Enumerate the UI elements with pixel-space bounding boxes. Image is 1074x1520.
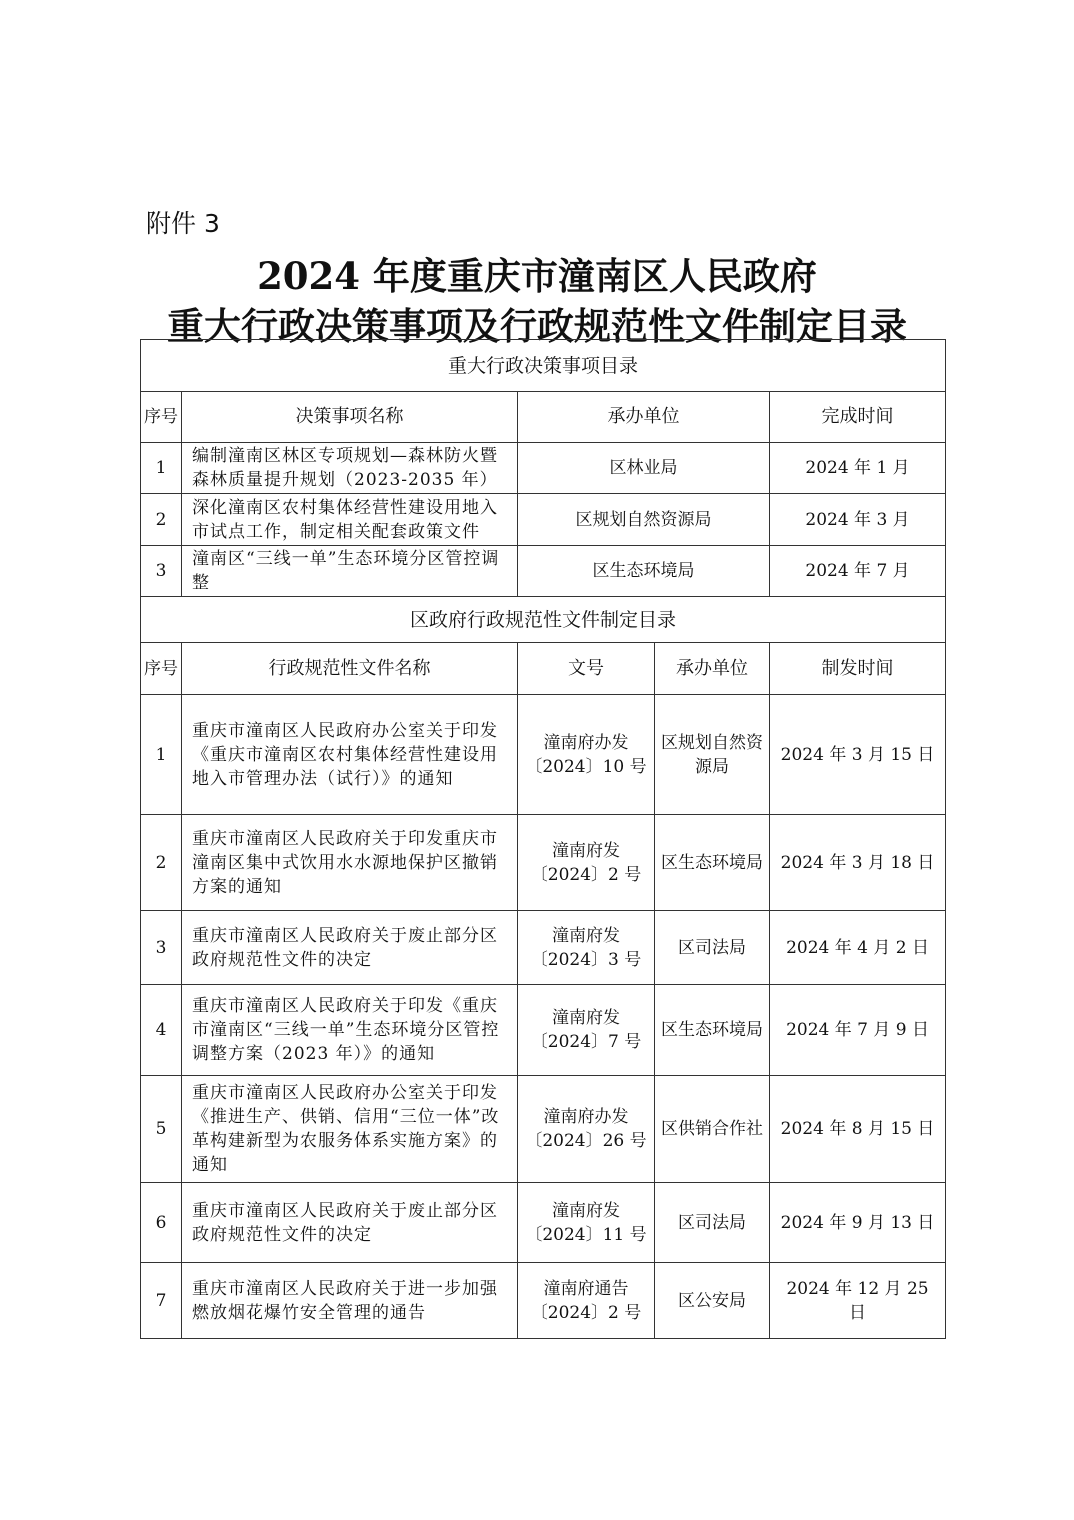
document-number: 潼南府办发〔2024〕10 号 bbox=[518, 695, 655, 815]
document-name: 重庆市潼南区人民政府关于印发重庆市潼南区集中式饮用水水源地保护区撤销方案的通知 bbox=[182, 815, 518, 911]
document-name: 重庆市潼南区人民政府关于印发《重庆市潼南区“三线一单”生态环境分区管控调整方案（2023 年）》的通知 bbox=[182, 985, 518, 1076]
decision-unit: 区生态环境局 bbox=[518, 546, 770, 597]
document-seq: 7 bbox=[141, 1263, 182, 1339]
document-unit: 区供销合作社 bbox=[655, 1076, 770, 1183]
decisions-header-unit: 承办单位 bbox=[518, 392, 770, 443]
document-seq: 3 bbox=[141, 911, 182, 985]
decisions-header-time: 完成时间 bbox=[770, 392, 946, 443]
document-name: 重庆市潼南区人民政府关于废止部分区政府规范性文件的决定 bbox=[182, 1183, 518, 1263]
document-unit: 区公安局 bbox=[655, 1263, 770, 1339]
documents-header-seq: 序号 bbox=[141, 643, 182, 695]
document-number: 潼南府通告〔2024〕2 号 bbox=[518, 1263, 655, 1339]
document-time: 2024 年 12 月 25 日 bbox=[770, 1263, 946, 1339]
document-time: 2024 年 4 月 2 日 bbox=[770, 911, 946, 985]
decision-row bbox=[141, 494, 946, 546]
document-seq: 4 bbox=[141, 985, 182, 1076]
document-name: 重庆市潼南区人民政府关于进一步加强燃放烟花爆竹安全管理的通告 bbox=[182, 1263, 518, 1339]
decision-seq: 1 bbox=[141, 443, 182, 494]
document-number: 潼南府办发〔2024〕26 号 bbox=[518, 1076, 655, 1183]
document-unit: 区生态环境局 bbox=[655, 815, 770, 911]
documents-header-time: 制发时间 bbox=[770, 643, 946, 695]
document-seq: 1 bbox=[141, 695, 182, 815]
decision-row bbox=[141, 546, 946, 597]
document-row bbox=[141, 1263, 946, 1339]
decisions-section-title: 重大行政决策事项目录 bbox=[141, 340, 946, 392]
document-time: 2024 年 9 月 13 日 bbox=[770, 1183, 946, 1263]
document-time: 2024 年 7 月 9 日 bbox=[770, 985, 946, 1076]
document-seq: 2 bbox=[141, 815, 182, 911]
document-number: 潼南府发〔2024〕3 号 bbox=[518, 911, 655, 985]
document-number: 潼南府发〔2024〕7 号 bbox=[518, 985, 655, 1076]
decision-name: 深化潼南区农村集体经营性建设用地入市试点工作，制定相关配套政策文件 bbox=[182, 494, 518, 546]
decisions-header-name: 决策事项名称 bbox=[182, 392, 518, 443]
decision-time: 2024 年 7 月 bbox=[770, 546, 946, 597]
attachment-label: 附件 3 bbox=[146, 209, 220, 238]
documents-header-name: 行政规范性文件名称 bbox=[182, 643, 518, 695]
decision-unit: 区林业局 bbox=[518, 443, 770, 494]
decision-row bbox=[141, 443, 946, 494]
document-row bbox=[141, 911, 946, 985]
decision-unit: 区规划自然资源局 bbox=[518, 494, 770, 546]
document-row bbox=[141, 695, 946, 815]
document-name: 重庆市潼南区人民政府办公室关于印发《推进生产、供销、信用“三位一体”改革构建新型为农服务体系实施方案》的通知 bbox=[182, 1076, 518, 1183]
decisions-header-seq: 序号 bbox=[141, 392, 182, 443]
decision-seq: 3 bbox=[141, 546, 182, 597]
document-unit: 区司法局 bbox=[655, 911, 770, 985]
document-name: 重庆市潼南区人民政府办公室关于印发《重庆市潼南区农村集体经营性建设用地入市管理办法（试行）》的通知 bbox=[182, 695, 518, 815]
decision-time: 2024 年 1 月 bbox=[770, 443, 946, 494]
document-seq: 5 bbox=[141, 1076, 182, 1183]
document-unit: 区规划自然资源局 bbox=[655, 695, 770, 815]
document-unit: 区司法局 bbox=[655, 1183, 770, 1263]
document-number: 潼南府发〔2024〕11 号 bbox=[518, 1183, 655, 1263]
document-unit: 区生态环境局 bbox=[655, 985, 770, 1076]
decision-time: 2024 年 3 月 bbox=[770, 494, 946, 546]
documents-header-doc-no: 文号 bbox=[518, 643, 655, 695]
document-row bbox=[141, 985, 946, 1076]
document-time: 2024 年 3 月 18 日 bbox=[770, 815, 946, 911]
document-title-line2: 重大行政决策事项及行政规范性文件制定目录 bbox=[167, 304, 907, 348]
document-title-line1: 2024 年度重庆市潼南区人民政府 bbox=[257, 254, 817, 298]
document-number: 潼南府发〔2024〕2 号 bbox=[518, 815, 655, 911]
document-row bbox=[141, 815, 946, 911]
document-time: 2024 年 8 月 15 日 bbox=[770, 1076, 946, 1183]
decision-seq: 2 bbox=[141, 494, 182, 546]
document-name: 重庆市潼南区人民政府关于废止部分区政府规范性文件的决定 bbox=[182, 911, 518, 985]
decision-name: 编制潼南区林区专项规划—森林防火暨森林质量提升规划（2023-2035 年） bbox=[182, 443, 518, 494]
document-seq: 6 bbox=[141, 1183, 182, 1263]
documents-section-title: 区政府行政规范性文件制定目录 bbox=[141, 597, 946, 643]
documents-header-unit: 承办单位 bbox=[655, 643, 770, 695]
document-row bbox=[141, 1076, 946, 1183]
decision-name: 潼南区“三线一单”生态环境分区管控调整 bbox=[182, 546, 518, 597]
document-time: 2024 年 3 月 15 日 bbox=[770, 695, 946, 815]
directory-table bbox=[140, 339, 946, 1339]
document-row bbox=[141, 1183, 946, 1263]
